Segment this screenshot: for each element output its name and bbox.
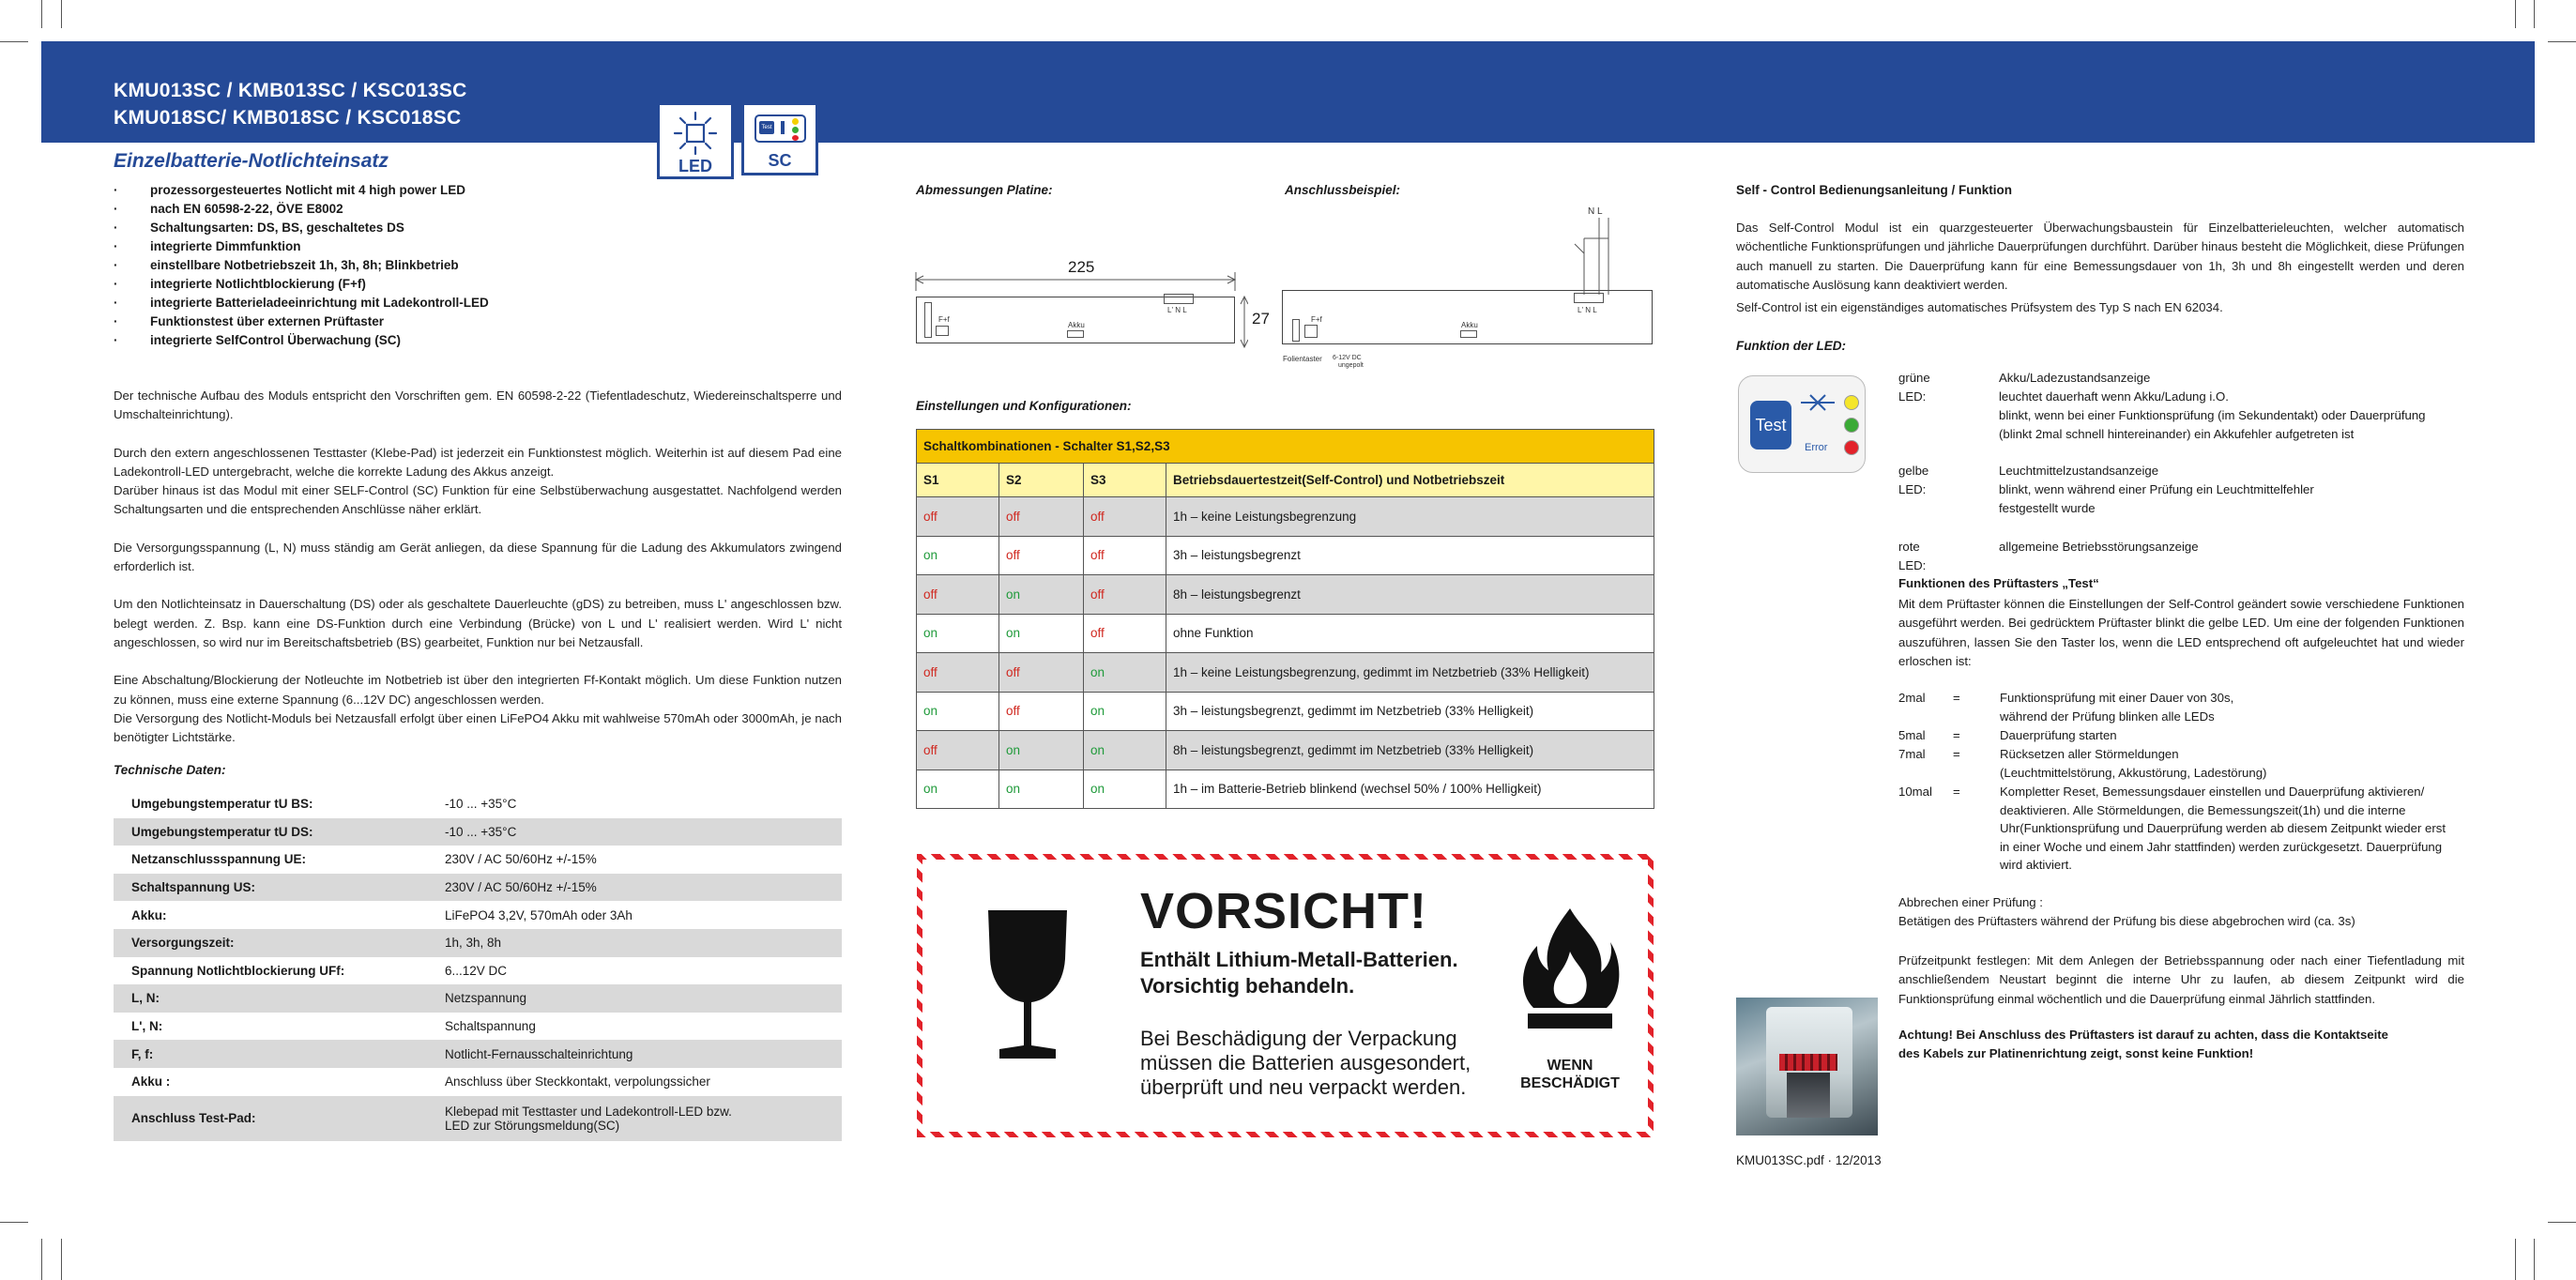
error-label: Error (1805, 442, 1828, 453)
attention-line: Achtung! Bei Anschluss des Prüftasters ist darauf zu achten, dass die Kontaktseite (1898, 1028, 2389, 1042)
error-symbol-icon (1799, 391, 1837, 414)
feature-item (114, 237, 695, 256)
tech-value: 6...12V DC (445, 963, 508, 978)
sc-badge-label: SC (768, 151, 792, 170)
wiring-label-dc: 6-12V DC (1333, 355, 1362, 361)
col-header: Betriebsdauertestzeit(Self-Control) und Notbetriebszeit (1166, 464, 1654, 497)
paragraph: Eine Abschaltung/Blockierung der Notleuchte im Notbetrieb ist über den integrierten Ff-Kontakt möglich. Um diese Funktion nutzen zu können, muss eine externe Spannung (6...12V DC) angeschlossen werden. (114, 673, 842, 707)
wiring-label-ff: F+f (1311, 315, 1322, 324)
led-key: grüne LED: (1898, 371, 1930, 404)
crop-mark (0, 41, 28, 42)
feature-text: nach EN 60598-2-22, ÖVE E8002 (150, 202, 343, 216)
led-line: leuchtet dauerhaft wenn Akku/Ladung i.O. (1999, 389, 2229, 404)
pcb-label-lnl: L' N L (1167, 306, 1187, 314)
fragile-glass-icon (981, 903, 1075, 1062)
bullet-marker: · (114, 183, 118, 197)
press-action: Funktionsprüfung mit einer Dauer von 30s, während der Prüfung blinken alle LEDs (2000, 691, 2234, 724)
abort-heading: Abbrechen einer Prüfung : (1898, 895, 2043, 909)
dimension-height: 27 (1252, 310, 1270, 328)
led-key: gelbe LED: (1898, 464, 1929, 496)
press-equals: = (1953, 728, 1960, 742)
warning-beschaedigt: BESCHÄDIGT (1520, 1075, 1620, 1091)
wiring-label-dc2: ungepolt (1338, 362, 1364, 369)
paragraph: Um den Notlichteinsatz in Dauerschaltung (DS) oder als geschaltete Dauerleuchte (gDS) zu betreiben, muss L' angeschlossen bzw. belegt werden. Z. Bsp. kann eine DS-Funktion durch eine Verbindung (Brücke) von L und L' realisiert werden. Wird L' nicht angeschlossen, so wird nur im Bereitschaftsbetrieb (BS) gearbeitet, Funktion nur bei Netzausfall. (114, 597, 842, 649)
tech-value: LiFePO4 3,2V, 570mAh oder 3Ah (445, 907, 633, 922)
switch-cell: off (1084, 536, 1166, 575)
tech-value-line: Klebepad mit Testtaster und Ladekontroll-LED bzw. (445, 1104, 732, 1119)
test-panel-icon (755, 114, 806, 143)
press-equals: = (1953, 747, 1960, 761)
switch-cell: on (917, 614, 999, 653)
warning-wenn: WENN (1547, 1058, 1593, 1074)
test-button-mini: Test (759, 121, 774, 134)
crop-mark (0, 1222, 28, 1223)
table-row (114, 901, 842, 929)
table-row (114, 984, 842, 1013)
feature-text: Funktionstest über externen Prüftaster (150, 314, 385, 328)
tech-value: 1h, 3h, 8h (445, 929, 842, 957)
table-header-row (917, 464, 1654, 497)
switch-cell: off (917, 497, 999, 537)
bullet-marker: · (114, 277, 118, 291)
crop-mark (2515, 1239, 2516, 1280)
press-action: Kompletter Reset, Bemessungsdauer einstellen und Dauerprüfung aktivieren/ deaktivieren. Alle Störmeldungen, die Bemessungszeit(1h) und die interne Uhr(Funktionsprüfung und Dauerprüfung werden ab diesem Zeitpunkt wieder erst in einer Woche und einem Jahr stattfinden) werden zurückgesetzt. Dauerprüfung wird aktiviert. (2000, 785, 2446, 873)
table-row (917, 536, 1654, 575)
switch-config-table (916, 429, 1654, 809)
tech-value: -10 ... +35°C (445, 797, 517, 812)
right-heading: Self - Control Bedienungsanleitung / Funktion (1736, 183, 2012, 197)
switch-cell: off (999, 692, 1084, 731)
tech-value: Netzspannung (445, 984, 842, 1013)
dimension-width: 225 (1068, 258, 1095, 276)
tech-key: Schaltspannung US: (114, 874, 445, 902)
abort-text: Betätigen des Prüftasters während der Prüfung bis diese abgebrochen wird (ca. 3s) (1898, 914, 2355, 928)
crop-mark (41, 1239, 42, 1280)
wiring-label-lnl: L' N L (1578, 306, 1597, 314)
feature-text: integrierte Notlichtblockierung (F+f) (150, 277, 366, 291)
switch-cell: on (917, 536, 999, 575)
crop-mark (2534, 1239, 2535, 1280)
feature-text: integrierte Dimmfunktion (150, 239, 301, 253)
connector-block (1164, 294, 1194, 304)
warning-line: Bei Beschädigung der Verpackung (1140, 1027, 1457, 1050)
paragraph: Der technische Aufbau des Moduls entspricht den Vorschriften gem. EN 60598-2-22 (Tiefentladeschutz, Wiedereinschaltsperre und Umschalteinrichtung). (114, 389, 842, 422)
wiring-heading: Anschlussbeispiel: (1285, 183, 1401, 197)
warning-line: Enthält Lithium-Metall-Batterien. (1140, 948, 1458, 971)
mode-cell: 3h – leistungsbegrenzt (1166, 536, 1654, 575)
switch-cell: on (1084, 770, 1166, 809)
switch-cell: on (1084, 653, 1166, 693)
table-row (917, 614, 1654, 653)
warning-label-inner (922, 860, 1648, 1132)
tech-heading: Technische Daten: (114, 763, 226, 777)
tech-value: Notlicht-Fernausschalteinrichtung (445, 1040, 842, 1068)
body-text (114, 387, 842, 747)
press-count: 5mal (1898, 728, 1926, 742)
feature-text: prozessorgesteuertes Notlicht mit 4 high power LED (150, 183, 466, 197)
bullet-marker: · (114, 239, 118, 253)
red-dot-icon (792, 135, 799, 141)
feature-item (114, 256, 695, 275)
feature-item (114, 294, 695, 312)
connector-block (1292, 319, 1300, 342)
table-title-row (917, 430, 1654, 464)
connector-block (1067, 330, 1084, 338)
product-line-1: KMU013SC / KMB013SC / KSC013SC (114, 80, 467, 101)
switch-cell: on (999, 614, 1084, 653)
switch-cell: on (917, 770, 999, 809)
connector-block (924, 302, 932, 338)
pcb-label-ff: F+f (938, 315, 950, 324)
table-row (917, 497, 1654, 537)
self-control-intro-2: Self-Control ist ein eigenständiges automatisches Prüfsystem des Typ S nach EN 62034. (1736, 300, 2223, 314)
switch-cell: off (1084, 497, 1166, 537)
press-equals: = (1953, 691, 1960, 705)
tech-data-table (114, 790, 842, 1141)
wiring-label-folientaster: Folientaster (1283, 355, 1322, 363)
col-header: S3 (1084, 464, 1166, 497)
connector-block (936, 326, 949, 336)
switch-cell: off (917, 653, 999, 693)
press-count: 2mal (1898, 691, 1926, 705)
led-heading: Funktion der LED: (1736, 339, 1846, 353)
sc-badge (741, 102, 818, 175)
led-line: Akku/Ladezustandsanzeige (1999, 371, 2151, 385)
tech-key: Akku : (131, 1074, 171, 1090)
green-dot-icon (792, 127, 799, 133)
led-value (1999, 462, 2477, 518)
sensor-mini-icon (781, 121, 785, 134)
tech-key: Versorgungszeit: (114, 929, 445, 957)
table-row (917, 731, 1654, 770)
mode-cell: ohne Funktion (1166, 614, 1654, 653)
mode-cell: 1h – keine Leistungsbegrenzung, gedimmt im Netzbetrieb (33% Helligkeit) (1166, 653, 1654, 693)
crop-mark (2548, 1222, 2576, 1223)
tech-key: L', N: (131, 1019, 163, 1034)
warning-line: müssen die Batterien ausgesondert, (1140, 1051, 1471, 1074)
tech-key: Netzanschlussspannung UE: (131, 852, 307, 867)
table-row (114, 1068, 842, 1096)
bullet-marker: · (114, 202, 118, 216)
led-value (1999, 369, 2477, 444)
document-footer: KMU013SC.pdf · 12/2013 (1736, 1153, 1882, 1167)
press-count: 7mal (1898, 747, 1926, 761)
attention-line: des Kabels zur Platinenrichtung zeigt, sonst keine Funktion! (1898, 1046, 2254, 1060)
test-functions-intro: Mit dem Prüftaster können die Einstellungen der Self-Control geändert sowie verschiedene Funktionen ausgeführt werden. Bei gedrücktem Prüftaster blinkt die gelbe LED. Um eine der folgenden Funktionen auszuführen, lassen Sie den Taster los, wenn die LED entsprechend oft aufgeleuchtet hat und wieder erloschen ist: (1898, 597, 2464, 668)
led-line: (blinkt 2mal schnell hintereinander) ein Akkufehler aufgetreten ist (1999, 427, 2355, 441)
tech-value (445, 1096, 842, 1141)
table-row (917, 575, 1654, 615)
check-time-text: Prüfzeitpunkt festlegen: Mit dem Anlegen der Betriebsspannung oder nach einer Tiefentladung mit anschließendem Neustart beginnt die interne Uhr zu laufen, ab diesem Zeitpunkt wird die Funktionsprüfung einmal wöchentlich und die Dauerprüfung einmal Jährlich stattfinden. (1898, 953, 2464, 1006)
crop-mark (61, 1239, 62, 1280)
feature-text: Schaltungsarten: DS, BS, geschaltetes DS (150, 221, 404, 235)
mode-cell: 1h – keine Leistungsbegrenzung (1166, 497, 1654, 537)
crop-mark (41, 0, 42, 28)
green-led-icon (1844, 418, 1859, 433)
yellow-dot-icon (792, 118, 799, 125)
switch-cell: on (1084, 731, 1166, 770)
switch-cell: on (917, 692, 999, 731)
table-row (114, 1013, 842, 1041)
table-row (114, 818, 842, 846)
led-key: rote LED: (1898, 540, 1927, 572)
tech-key: Anschluss Test-Pad: (114, 1096, 445, 1141)
warning-if-damaged (1506, 1057, 1634, 1092)
config-heading: Einstellungen und Konfigurationen: (916, 399, 1132, 413)
wiring-label-nl: N L (1588, 206, 1603, 217)
tech-key: Akku: (131, 907, 167, 922)
led-bulb-icon (660, 109, 731, 160)
tech-key: Spannung Notlichtblockierung UFf: (131, 963, 345, 978)
tech-key: Umgebungstemperatur tU BS: (131, 797, 313, 812)
feature-item (114, 331, 695, 350)
product-line-2: KMU018SC/ KMB018SC / KSC018SC (114, 107, 462, 129)
test-button: Test (1750, 401, 1791, 450)
switch-cell: on (999, 575, 1084, 615)
bullet-marker: · (114, 296, 118, 310)
feature-text: integrierte Batterieladeeinrichtung mit Ladekontroll-LED (150, 296, 489, 310)
feature-item (114, 275, 695, 294)
table-row (114, 846, 842, 874)
table-row (917, 770, 1654, 809)
table-row (114, 874, 842, 902)
paragraph: Durch den extern angeschlossenen Testtaster (Klebe-Pad) ist jederzeit ein Funktionstest möglich. Weiterhin ist auf diesem Pad eine Ladekontroll-LED untergebracht, welche die korrekte Ladung des Akkus anzeigt. (114, 445, 842, 479)
press-action: Dauerprüfung starten (2000, 728, 2117, 742)
tech-value: Anschluss über Steckkontakt, verpolungssicher (445, 1074, 710, 1090)
tech-value: 230V / AC 50/60Hz +/-15% (445, 874, 842, 902)
paragraph: Die Versorgungsspannung (L, N) muss ständig am Gerät anliegen, da diese Spannung für die Ladung des Akkumulators zwingend erforderlich ist. (114, 540, 842, 574)
col-header: S2 (999, 464, 1084, 497)
feature-item (114, 219, 695, 237)
led-line: Leuchtmittelzustandsanzeige (1999, 464, 2159, 478)
self-control-intro: Das Self-Control Modul ist ein quarzgesteuerter Überwachungsbaustein für Einzelbatterieleuchten, welcher automatisch wöchentliche Funktionsprüfungen und jährliche Dauerprüfungen durchführt. Darüber hinaus besteht die Möglichkeit, diese Prüfungen auch manuell zu starten. Die Dauerprüfung kann für eine Bemessungsdauer von 1h, 3h und 8h eingestellt werden und deren automatische Auslösung kann deaktiviert werden. (1736, 221, 2464, 292)
led-value: allgemeine Betriebsstörungsanzeige (1999, 540, 2199, 554)
feature-text: einstellbare Notbetriebszeit 1h, 3h, 8h; Blinkbetrieb (150, 258, 459, 272)
table-row (917, 653, 1654, 693)
table-row (114, 1040, 842, 1068)
photo-connector (1779, 1054, 1837, 1071)
connector-block (1460, 330, 1477, 338)
mode-cell: 3h – leistungsbegrenzt, gedimmt im Netzbetrieb (33% Helligkeit) (1166, 692, 1654, 731)
table-row (114, 790, 842, 818)
warning-line: überprüft und neu verpackt werden. (1140, 1075, 1467, 1099)
switch-cell: on (1084, 692, 1166, 731)
tech-key: Umgebungstemperatur tU DS: (114, 818, 445, 846)
feature-item (114, 200, 695, 219)
flame-icon (1518, 905, 1622, 1036)
mode-cell: 1h – im Batterie-Betrieb blinkend (wechsel 50% / 100% Helligkeit) (1166, 770, 1654, 809)
switch-cell: off (917, 731, 999, 770)
module-photo (1736, 998, 1878, 1135)
bullet-marker: · (114, 221, 118, 235)
test-functions-heading: Funktionen des Prüftasters „Test“ (1898, 576, 2099, 590)
mode-cell: 8h – leistungsbegrenzt (1166, 575, 1654, 615)
warning-label (917, 854, 1654, 1137)
switch-cell: off (999, 653, 1084, 693)
crop-mark (61, 0, 62, 28)
table-title: Schaltkombinationen - Schalter S1,S2,S3 (917, 430, 1654, 464)
switch-cell: off (999, 497, 1084, 537)
feature-text: integrierte SelfControl Überwachung (SC) (150, 333, 402, 347)
table-row (114, 929, 842, 957)
col-header: S1 (917, 464, 999, 497)
press-equals: = (1953, 785, 1960, 799)
switch-cell: off (917, 575, 999, 615)
dimensions-heading: Abmessungen Platine: (916, 183, 1053, 197)
tech-key: F, f: (114, 1040, 445, 1068)
table-row (917, 692, 1654, 731)
crop-mark (2534, 0, 2535, 28)
pcb-label-akku: Akku (1068, 321, 1085, 329)
red-led-icon (1844, 440, 1859, 455)
test-pad-illustration (1738, 375, 1866, 473)
paragraph: Darüber hinaus ist das Modul mit einer SELF-Control (SC) Funktion für eine Selbstüberwachung ausgestattet. Nachfolgend werden Schaltungsarten und die entsprechenden Anschlüsse näher erklärt. (114, 483, 842, 517)
feature-item (114, 312, 695, 331)
led-badge-label: LED (678, 157, 712, 175)
feature-list (114, 181, 695, 350)
paragraph: Die Versorgung des Notlicht-Moduls bei Netzausfall erfolgt über einen LiFePO4 Akku mit wahlweise 570mAh oder 3000mAh, je nach benötigter Lichtstärke. (114, 710, 842, 745)
connector-block (1574, 293, 1604, 303)
warning-title: VORSICHT! (1140, 883, 1427, 939)
yellow-led-icon (1844, 395, 1859, 410)
wiring-label-akku: Akku (1461, 321, 1478, 329)
tech-key: L, N: (114, 984, 445, 1013)
tech-value: -10 ... +35°C (445, 818, 842, 846)
tech-value-line: LED zur Störungsmeldung(SC) (445, 1118, 620, 1133)
switch-cell: off (1084, 614, 1166, 653)
led-line: blinkt, wenn während einer Prüfung ein Leuchtmittelfehler (1999, 482, 2314, 496)
bullet-marker: · (114, 258, 118, 272)
tech-value: Schaltspannung (445, 1019, 536, 1034)
switch-cell: off (999, 536, 1084, 575)
tech-value: 230V / AC 50/60Hz +/-15% (445, 852, 597, 867)
bullet-marker: · (114, 333, 118, 347)
photo-cable (1787, 1073, 1830, 1118)
led-line: festgestellt wurde (1999, 501, 2096, 515)
mode-cell: 8h – leistungsbegrenzt, gedimmt im Netzbetrieb (33% Helligkeit) (1166, 731, 1654, 770)
page-subtitle: Einzelbatterie-Notlichteinsatz (114, 150, 389, 172)
press-count: 10mal (1898, 785, 1932, 799)
feature-item (114, 181, 695, 200)
crop-mark (2515, 0, 2516, 28)
warning-line: Vorsichtig behandeln. (1140, 974, 1355, 998)
led-badge (657, 102, 734, 179)
table-row (114, 957, 842, 985)
switch-cell: off (1084, 575, 1166, 615)
press-action: Rücksetzen aller Störmeldungen (Leuchtmittelstörung, Akkustörung, Ladestörung) (2000, 747, 2267, 780)
switch-cell: on (999, 731, 1084, 770)
switch-cell: on (999, 770, 1084, 809)
led-line: blinkt, wenn bei einer Funktionsprüfung (im Sekundentakt) oder Dauerprüfung (1999, 408, 2426, 422)
crop-mark (2548, 41, 2576, 42)
connector-block (1304, 325, 1318, 338)
bullet-marker: · (114, 314, 118, 328)
table-row (114, 1096, 842, 1141)
